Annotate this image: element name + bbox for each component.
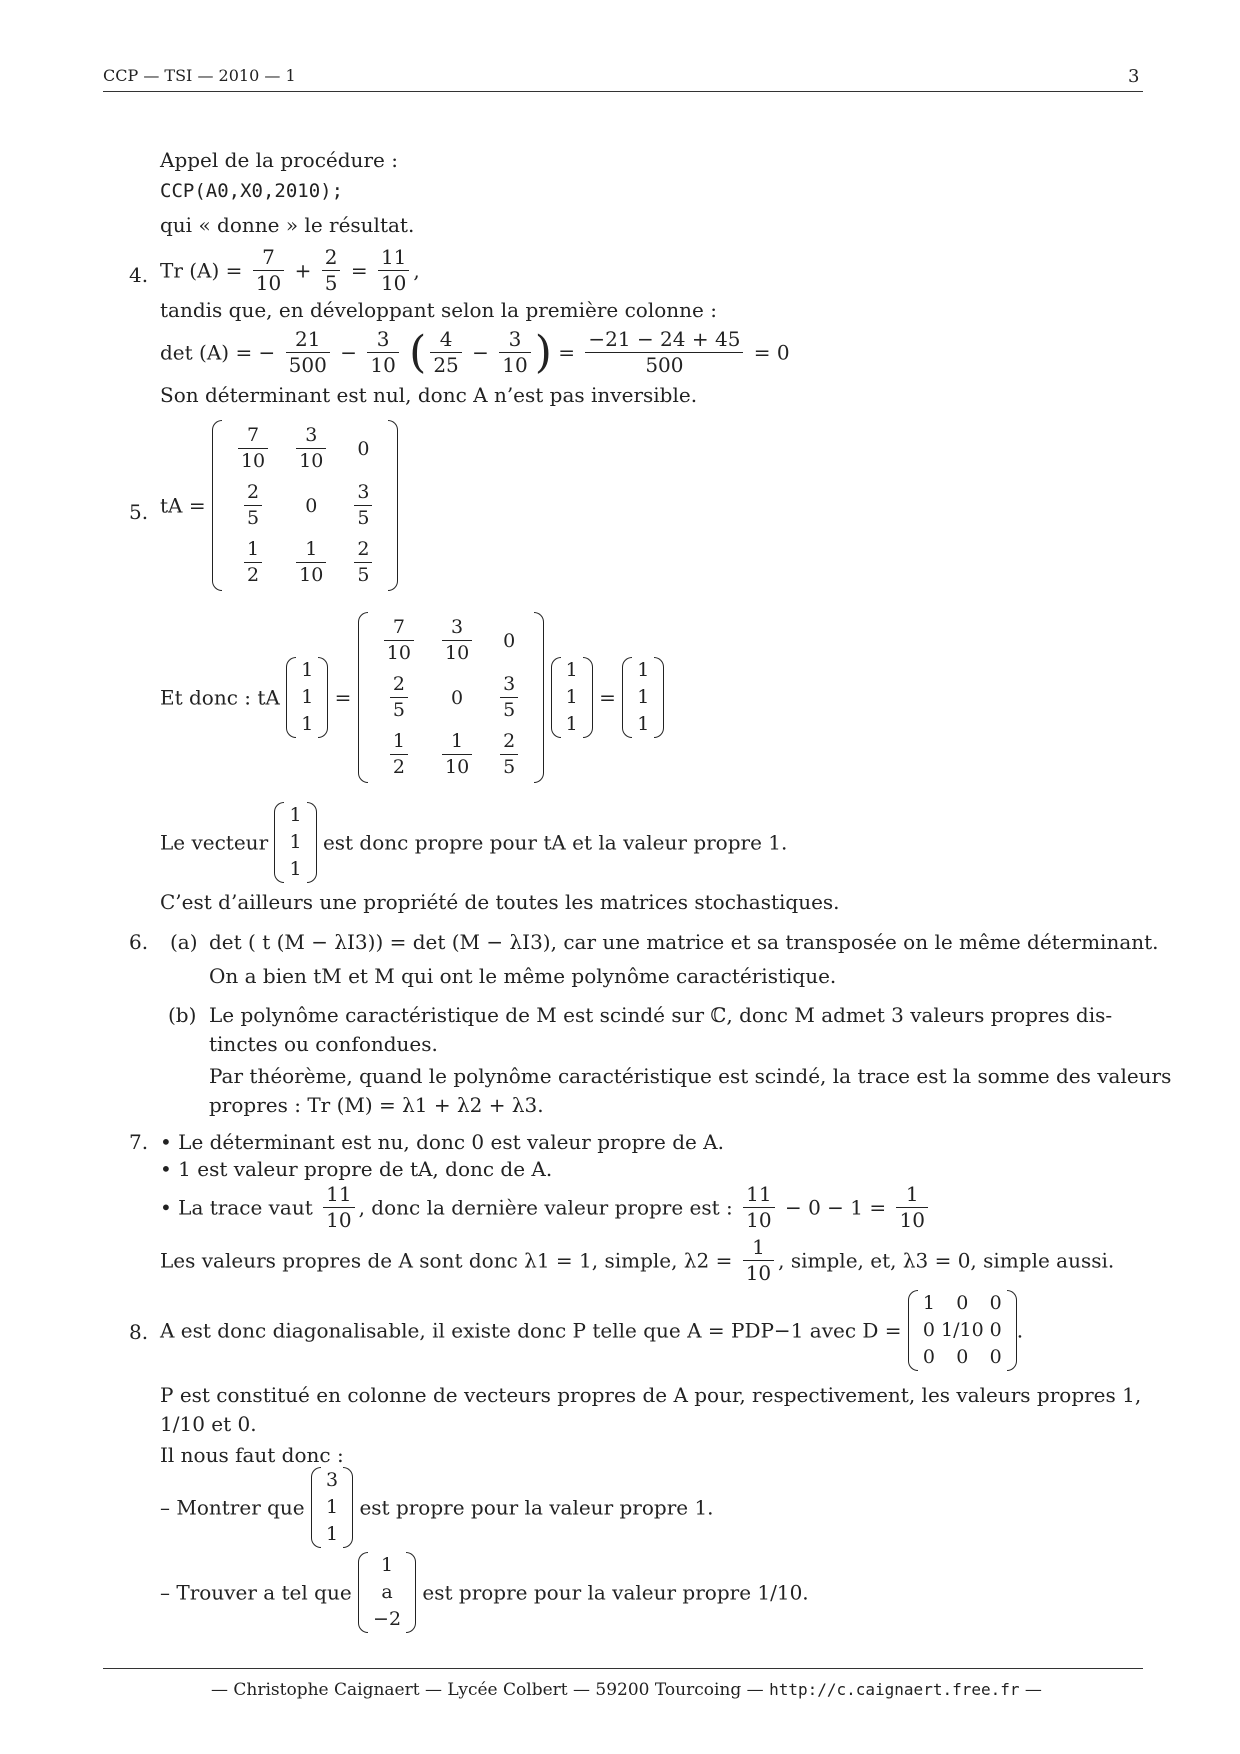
vector-cell: −2 <box>373 1608 402 1630</box>
fraction: $\frac{4}{25}$ <box>430 327 461 378</box>
vector-cell: 1 <box>289 858 302 880</box>
q5-transpose: tA = $\frac{7}{10}$ $\frac{3}{10}$ 0 $\frac{2}{5}$ 0 $\frac{3}{5}$ $\frac{1}{2}$ $\frac{1}{10}$ $\frac{2}{5}$ <box>160 420 398 591</box>
matrix-cell: $\frac{2}{5}$ <box>370 669 428 726</box>
fraction: $\frac{7}{10}$ <box>253 245 284 296</box>
footer: — Christophe Caignaert — Lycée Colbert — 59200 Tourcoing — http://c.caignaert.free.fr — <box>211 1680 1042 1700</box>
q8-item2: – Trouver a tel que 1 a −2 est propre pour la valeur propre 1/10. <box>160 1552 809 1633</box>
header-rule <box>103 91 1143 92</box>
vector-cell: 1 <box>301 659 314 681</box>
header-title: CCP — TSI — 2010 — 1 <box>103 66 296 85</box>
matrix-cell: 0 <box>989 1346 1002 1368</box>
q4-conclusion: Son déterminant est nul, donc A n’est pas inversible. <box>160 383 698 407</box>
q4-number: 4. <box>129 263 149 287</box>
matrix-cell: $\frac{3}{10}$ <box>428 612 486 669</box>
matrix-cell: 0 <box>357 437 370 460</box>
trace-label: Tr (A) = <box>160 258 243 283</box>
page-number: 3 <box>1128 66 1140 87</box>
matrix-cell: 1/10 <box>941 1319 984 1341</box>
vector-cell: 1 <box>565 659 578 681</box>
fraction: $\frac{1}{10}$ <box>896 1182 927 1233</box>
q6a-line2: On a bien tM et M qui ont le même polynôme caractéristique. <box>209 964 837 988</box>
q8-p-line1: P est constitué en colonne de vecteurs propres de A pour, respectivement, les valeurs propres 1, <box>160 1383 1142 1407</box>
fraction: $\frac{1}{10}$ <box>743 1235 774 1286</box>
vector-cell: 1 <box>637 713 650 735</box>
q5-eigenvector: Le vecteur 1 1 1 est donc propre pour tA et la valeur propre 1. <box>160 802 787 883</box>
matrix-cell: 0 <box>989 1319 1002 1341</box>
matrix-cell: $\frac{2}{5}$ <box>224 477 282 534</box>
matrix-cell: $\frac{3}{10}$ <box>282 420 340 477</box>
vector-cell: 1 <box>380 1554 394 1576</box>
vector-ones <box>551 657 593 738</box>
vector-cell: 3 <box>326 1469 339 1491</box>
matrix-cell: $\frac{1}{10}$ <box>282 534 340 591</box>
vector-cell: 1 <box>637 686 650 708</box>
matrix-cell: 0 <box>922 1319 935 1341</box>
intro-code: CCP(A0,X0,2010); <box>160 180 344 202</box>
matrix-cell: 0 <box>956 1292 969 1314</box>
q5-number: 5. <box>129 500 149 524</box>
q4-determinant: det (A) = − $\frac{21}{500}$ − $\frac{3}{10}$ ( $\frac{4}{25}$ − $\frac{3}{10}$ ) = $\frac{-21 - 24 + 45}{500}$ = 0 <box>160 326 790 378</box>
q6b-line4: propres : Tr (M) = λ1 + λ2 + λ3. <box>209 1093 544 1117</box>
vector-v2 <box>358 1552 416 1633</box>
vector-cell: 1 <box>326 1496 339 1518</box>
matrix-cell: 1 <box>922 1292 935 1314</box>
q7-bullet3: • La trace vaut $\frac{11}{10}$ , donc la dernière valeur propre est : $\frac{11}{10}$ − 0 − 1 = $\frac{1}{10}$ <box>160 1182 932 1233</box>
matrix-cell: 0 <box>922 1346 935 1368</box>
matrix-cell: $\frac{7}{10}$ <box>370 612 428 669</box>
q7-bullet2: • 1 est valeur propre de tA, donc de A. <box>160 1157 553 1181</box>
fraction: $\frac{-21 - 24 + 45}{500}$ <box>585 327 743 378</box>
matrix-cell: $\frac{1}{2}$ <box>224 534 282 591</box>
matrix-cell: $\frac{3}{5}$ <box>340 477 386 534</box>
matrix-tA <box>212 420 398 591</box>
q5-product: Et donc : tA 1 1 1 = $\frac{7}{10}$ $\frac{3}{10}$ 0 $\frac{2}{5}$ 0 $\frac{3}{5}$ $\frac{1}{2}$ $\frac{1}{10}$ $\frac{2}{5}$ 1 1 1 = 1 1 1 <box>160 612 664 783</box>
intro-result: qui « donne » le résultat. <box>160 213 415 237</box>
vector-cell: a <box>381 1581 393 1603</box>
matrix-tA <box>358 612 544 783</box>
matrix-cell: $\frac{1}{2}$ <box>370 726 428 783</box>
q8-number: 8. <box>129 1320 149 1344</box>
matrix-cell: 0 <box>956 1346 969 1368</box>
matrix-cell: 0 <box>989 1292 1002 1314</box>
matrix-cell: 0 <box>305 494 318 517</box>
matrix-D <box>908 1290 1017 1371</box>
q6a-line1: det ( t (M − λI3)) = det (M − λI3), car une matrice et sa transposée on le même déterminant. <box>209 930 1159 954</box>
vector-cell: 1 <box>289 804 302 826</box>
q6b-line2: tinctes ou confondues. <box>209 1032 438 1056</box>
q8-il-nous: Il nous faut donc : <box>160 1443 344 1467</box>
matrix-cell: $\frac{1}{10}$ <box>428 726 486 783</box>
vector-cell: 1 <box>637 659 650 681</box>
vector-ones <box>274 802 316 883</box>
vector-cell: 1 <box>565 713 578 735</box>
q7-summary: Les valeurs propres de A sont donc λ1 = 1, simple, λ2 = $\frac{1}{10}$ , simple, et, λ3 = 0, simple aussi. <box>160 1235 1115 1285</box>
fraction: $\frac{3}{10}$ <box>499 327 530 378</box>
matrix-cell: $\frac{7}{10}$ <box>224 420 282 477</box>
matrix-cell: $\frac{2}{5}$ <box>340 534 386 591</box>
q4-trace: Tr (A) = $\frac{7}{10}$ + $\frac{2}{5}$ = $\frac{11}{10}$ , <box>160 245 420 295</box>
fraction: $\frac{11}{10}$ <box>378 245 409 296</box>
vector-cell: 1 <box>326 1523 339 1545</box>
matrix-cell: 0 <box>503 629 516 652</box>
intro-line: Appel de la procédure : <box>160 148 398 172</box>
q7-bullet1: • Le déterminant est nu, donc 0 est valeur propre de A. <box>160 1130 724 1154</box>
fraction: $\frac{3}{10}$ <box>367 327 398 378</box>
q6a-label: (a) <box>170 930 198 954</box>
q6b-line3: Par théorème, quand le polynôme caractéristique est scindé, la trace est la somme des valeurs <box>209 1064 1172 1088</box>
q4-text: tandis que, en développant selon la première colonne : <box>160 298 717 322</box>
vector-cell: 1 <box>301 686 314 708</box>
footer-link[interactable]: http://c.caignaert.free.fr <box>769 1680 1020 1699</box>
vector-cell: 1 <box>301 713 314 735</box>
fraction: $\frac{11}{10}$ <box>323 1182 354 1233</box>
q7-number: 7. <box>129 1130 149 1154</box>
q8-item1: – Montrer que 3 1 1 est propre pour la valeur propre 1. <box>160 1467 714 1548</box>
q5-remark: C’est d’ailleurs une propriété de toutes les matrices stochastiques. <box>160 890 840 914</box>
q6b-line1: Le polynôme caractéristique de M est scindé sur ℂ, donc M admet 3 valeurs propres dis- <box>209 1003 1113 1027</box>
vector-cell: 1 <box>565 686 578 708</box>
fraction: $\frac{2}{5}$ <box>322 245 341 296</box>
fraction: $\frac{21}{500}$ <box>286 327 330 378</box>
q6-number: 6. <box>129 930 149 954</box>
q8-p-line2: 1/10 et 0. <box>160 1412 257 1436</box>
matrix-cell: $\frac{2}{5}$ <box>486 726 532 783</box>
footer-rule <box>103 1668 1143 1669</box>
vector-v1 <box>311 1467 353 1548</box>
fraction: $\frac{11}{10}$ <box>743 1182 774 1233</box>
vector-cell: 1 <box>289 831 302 853</box>
q6b-label: (b) <box>168 1003 197 1027</box>
matrix-cell: $\frac{3}{5}$ <box>486 669 532 726</box>
vector-ones <box>622 657 664 738</box>
vector-ones <box>286 657 328 738</box>
matrix-cell: 0 <box>451 686 464 709</box>
q8-diagonalisable: A est donc diagonalisable, il existe donc P telle que A = PDP−1 avec D = 1 0 0 0 1/10 0 0 0 0 . <box>160 1290 1023 1371</box>
